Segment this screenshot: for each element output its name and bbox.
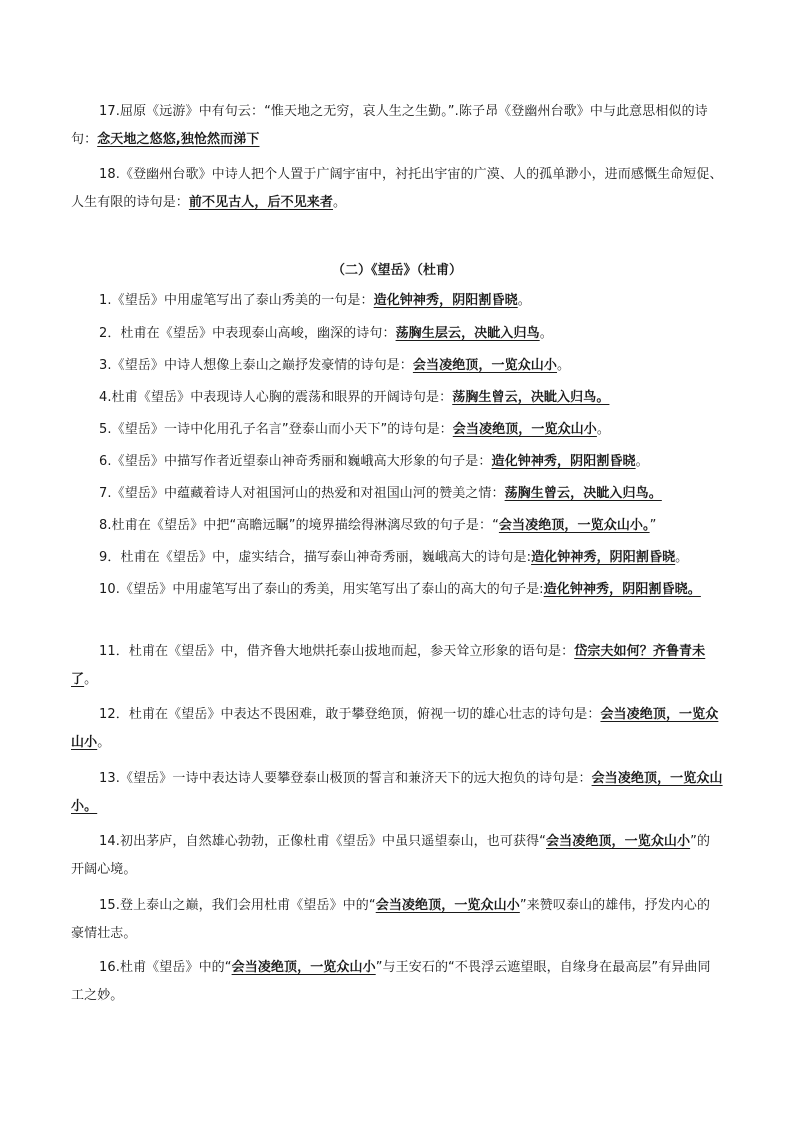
answer-text: 会当凌绝顶，一览众山小 bbox=[375, 898, 520, 913]
question-suffix: 。 bbox=[84, 672, 98, 687]
answer-text: 会当凌绝顶，一览众山小 bbox=[412, 358, 558, 373]
question-text: 17.屈原《远游》中有句云：“惟天地之无穷，哀人生之生勤。”.陈子昂《登幽州台歌》中与此意思相似的诗句： bbox=[71, 104, 708, 147]
answer-text: 会当凌绝顶，一览众山小。 bbox=[498, 518, 650, 533]
question-text: 2．杜甫在《望岳》中表现泰山高峻，幽深的诗句： bbox=[99, 326, 396, 341]
question-text: 9．杜甫在《望岳》中，虚实结合，描写泰山神奇秀丽，巍峨高大的诗句是: bbox=[99, 550, 532, 565]
question-item bbox=[71, 638, 723, 694]
question-text: 12．杜甫在《望岳》中表达不畏困难，敢于攀登绝顶，俯视一切的雄心壮志的诗句是： bbox=[99, 707, 601, 722]
question-item bbox=[71, 352, 723, 380]
answer-text: 会当凌绝顶，一览众山小。 bbox=[71, 771, 723, 814]
answer-text: 造化钟神秀，阴阳割昏晓 bbox=[491, 454, 636, 469]
answer-text: 前不见古人，后不见来者 bbox=[188, 195, 334, 210]
question-text: 7.《望岳》中蕴藏着诗人对祖国河山的热爱和对祖国山河的赞美之情： bbox=[99, 486, 505, 501]
question-suffix: 。 bbox=[517, 293, 531, 308]
answer-text: 会当凌绝顶，一览众山小 bbox=[546, 834, 691, 849]
answer-text: 会当凌绝顶，一览众山小 bbox=[71, 707, 719, 750]
question-item bbox=[71, 448, 723, 476]
answer-text: 造化钟神秀，阴阳割昏晓。 bbox=[543, 582, 701, 597]
question-suffix: 。 bbox=[333, 195, 347, 210]
question-item bbox=[71, 480, 723, 508]
question-suffix: 。 bbox=[97, 735, 111, 750]
question-text: 16.杜甫《望岳》中的“ bbox=[99, 960, 232, 975]
question-item bbox=[71, 544, 723, 572]
question-item bbox=[71, 828, 723, 884]
question-item bbox=[71, 892, 723, 948]
question-text: 8.杜甫在《望岳》中把“高瞻远瞩”的境界描绘得淋漓尽致的句子是：“ bbox=[99, 518, 499, 533]
question-item bbox=[71, 701, 723, 757]
question-suffix: ” bbox=[649, 518, 657, 533]
question-item bbox=[71, 576, 723, 604]
question-text: 14.初出茅庐，自然雄心勃勃，正像杜甫《望岳》中虽只遥望泰山，也可获得“ bbox=[99, 834, 547, 849]
question-text: 5.《望岳》一诗中化用孔子名言”登泰山而小天下”的诗句是： bbox=[99, 422, 453, 437]
question-item bbox=[71, 512, 723, 540]
question-text: 6.《望岳》中描写作者近望泰山神奇秀丽和巍峨高大形象的句子是： bbox=[99, 454, 492, 469]
question-item bbox=[71, 161, 723, 217]
question-suffix: 。 bbox=[557, 358, 571, 373]
answer-text: 会当凌绝顶，一览众山小 bbox=[452, 422, 597, 437]
answer-text: 荡胸生层云，决眦入归鸟 bbox=[395, 326, 540, 341]
question-item bbox=[71, 98, 723, 154]
question-item bbox=[71, 765, 723, 821]
question-text: 1.《望岳》中用虚笔写出了泰山秀美的一句是： bbox=[99, 293, 374, 308]
answer-text: 荡胸生曾云，决眦入归鸟。 bbox=[452, 390, 610, 405]
question-text: 10.《望岳》中用虚笔写出了泰山的秀美，用实笔写出了泰山的高大的句子是: bbox=[99, 582, 544, 597]
question-item bbox=[71, 954, 723, 1010]
question-suffix: 。 bbox=[539, 326, 553, 341]
answer-text: 造化钟神秀，阴阳割昏晓 bbox=[531, 550, 676, 565]
answer-text: 造化钟神秀，阴阳割昏晓 bbox=[373, 293, 518, 308]
answer-text: 会当凌绝顶，一览众山小 bbox=[231, 960, 376, 975]
question-item bbox=[71, 416, 723, 444]
answer-text: 念天地之悠悠,独怆然而涕下 bbox=[97, 132, 260, 147]
question-text: 4.杜甫《望岳》中表现诗人心胸的震荡和眼界的开阔诗句是： bbox=[99, 390, 453, 405]
answer-text: 岱宗夫如何？齐鲁青未了 bbox=[71, 644, 706, 687]
question-item bbox=[71, 384, 723, 412]
question-suffix: ”来赞叹泰山的雄伟，抒发内心的豪情壮志。 bbox=[71, 898, 711, 941]
question-suffix: 。 bbox=[596, 422, 610, 437]
question-suffix: ”与王安石的“不畏浮云遮望眼，自缘身在最高层”有异曲同工之妙。 bbox=[71, 960, 711, 1003]
question-item bbox=[71, 287, 723, 315]
question-suffix: 。 bbox=[635, 454, 649, 469]
question-text: 11．杜甫在《望岳》中，借齐鲁大地烘托泰山拔地而起，参天耸立形象的语句是： bbox=[99, 644, 575, 659]
question-item bbox=[71, 320, 723, 348]
section-heading: （二）《望岳》（杜甫） bbox=[331, 263, 462, 278]
answer-text: 荡胸生曾云，决眦入归鸟。 bbox=[504, 486, 662, 501]
question-suffix: 。 bbox=[675, 550, 689, 565]
question-text: 15.登上泰山之巅，我们会用杜甫《望岳》中的“ bbox=[99, 898, 376, 913]
question-suffix: ”的开阔心境。 bbox=[71, 834, 711, 877]
question-text: 3.《望岳》中诗人想像上泰山之巅抒发豪情的诗句是： bbox=[99, 358, 413, 373]
question-text: 18.《登幽州台歌》中诗人把个人置于广阔宇宙中，衬托出宇宙的广漠、人的孤单渺小，进而感慨生命短促、人生有限的诗句是： bbox=[71, 167, 723, 210]
question-text: 13.《望岳》一诗中表达诗人要攀登泰山极顶的誓言和兼济天下的远大抱负的诗句是： bbox=[99, 771, 592, 786]
